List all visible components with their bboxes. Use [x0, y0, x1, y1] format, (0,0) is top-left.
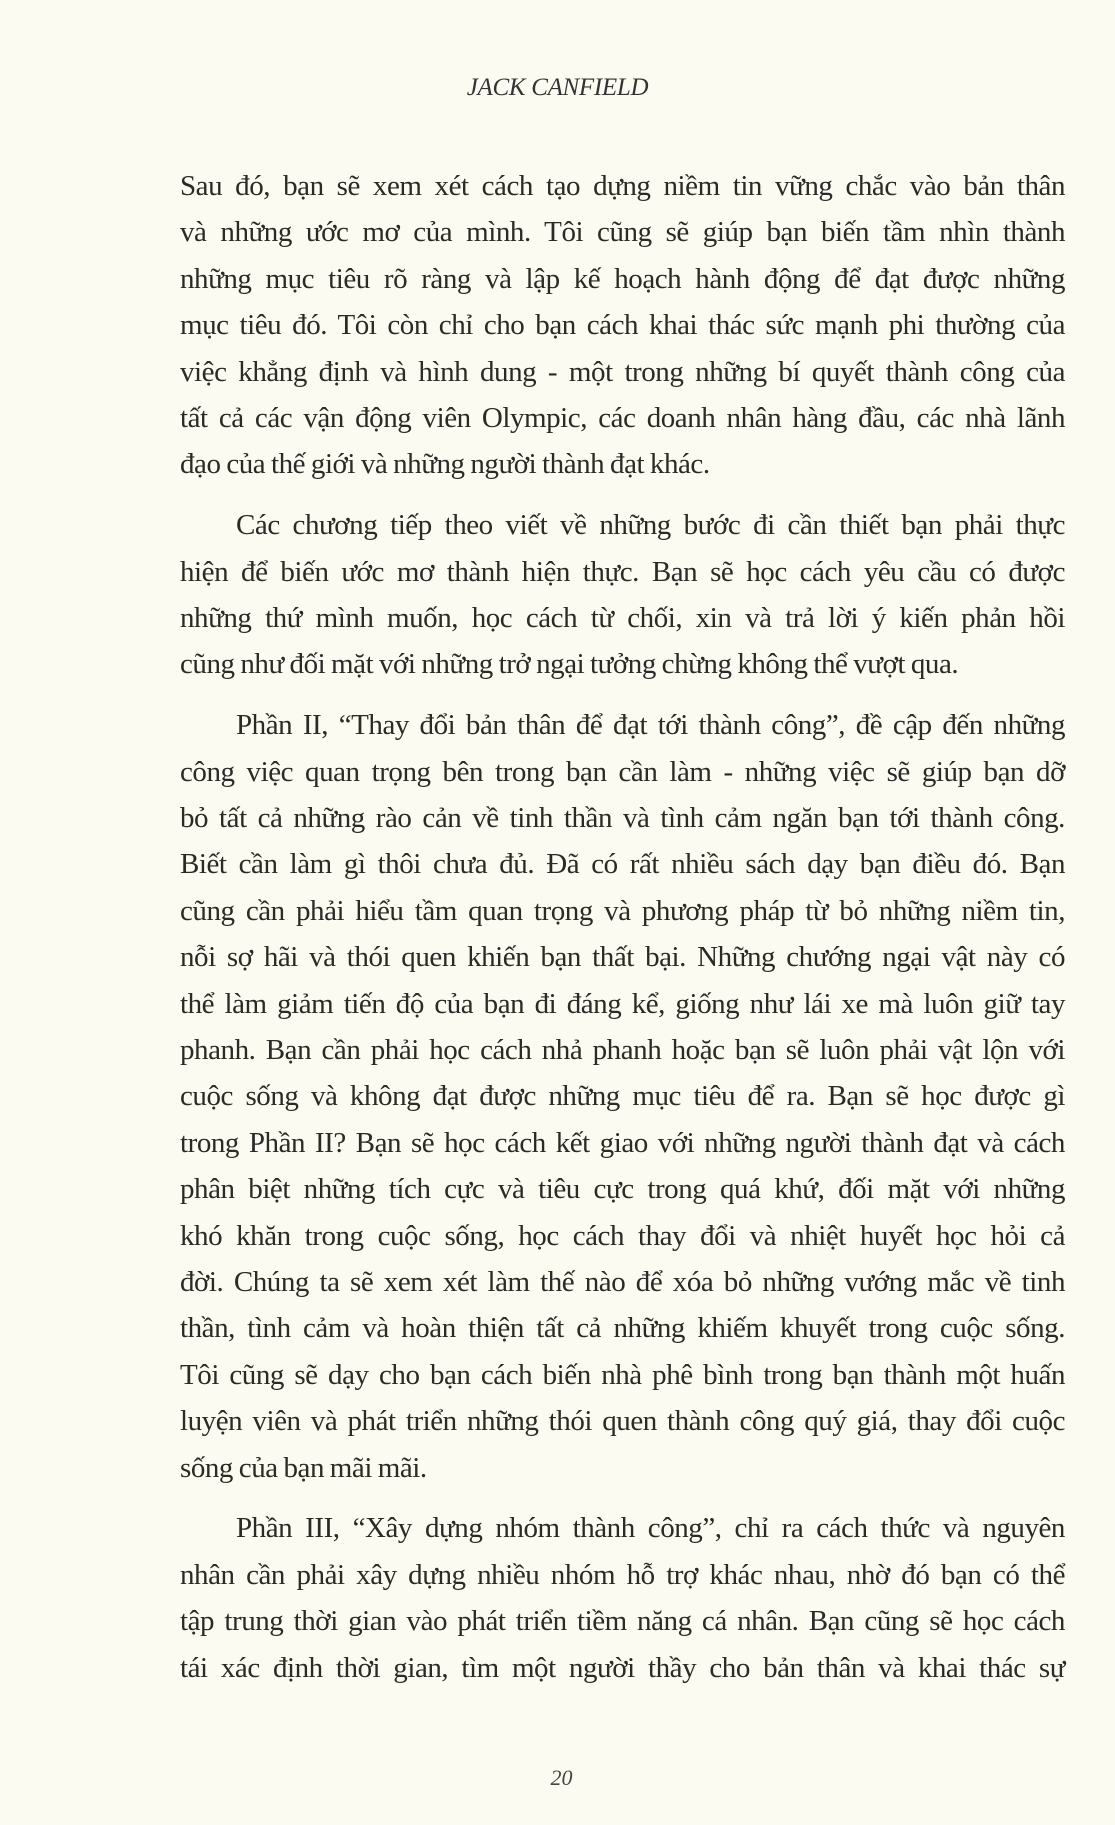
- text-line: phanh. Bạn cần phải học cách nhả phanh hoặc bạn sẽ luôn phải vật lộn với: [180, 1034, 1065, 1067]
- text-line: thể làm giảm tiến độ của bạn đi đáng kể, giống như lái xe mà luôn giữ tay: [180, 987, 1065, 1020]
- text-line: trong Phần II? Bạn sẽ học cách kết giao với những người thành đạt và cách: [180, 1126, 1065, 1159]
- text-line: bỏ tất cả những rào cản về tinh thần và tình cảm ngăn bạn tới thành công.: [180, 802, 1065, 835]
- text-line: những thứ mình muốn, học cách từ chối, xin và trả lời ý kiến phản hồi: [180, 602, 1065, 635]
- text-line: thần, tình cảm và hoàn thiện tất cả những khiếm khuyết trong cuộc sống.: [180, 1312, 1065, 1345]
- text-line: Phần II, “Thay đổi bản thân để đạt tới thành công”, đề cập đến những: [236, 709, 1065, 742]
- paragraph: [180, 1505, 1065, 1691]
- text-line: mục tiêu đó. Tôi còn chỉ cho bạn cách khai thác sức mạnh phi thường của: [180, 309, 1065, 342]
- text-line: đạo của thế giới và những người thành đạt khác.: [180, 448, 710, 481]
- text-line: sống của bạn mãi mãi.: [180, 1451, 427, 1484]
- text-line: tái xác định thời gian, tìm một người thầy cho bản thân và khai thác sự: [180, 1651, 1065, 1684]
- text-line: việc khẳng định và hình dung - một trong những bí quyết thành công của: [180, 355, 1065, 388]
- body-text: [180, 163, 1065, 1706]
- paragraph: [180, 702, 1065, 1491]
- text-line: nhân cần phải xây dựng nhiều nhóm hỗ trợ khác nhau, nhờ đó bạn có thể: [180, 1558, 1065, 1591]
- text-line: công việc quan trọng bên trong bạn cần làm - những việc sẽ giúp bạn dỡ: [180, 755, 1065, 788]
- paragraph: [180, 163, 1065, 488]
- text-line: khó khăn trong cuộc sống, học cách thay đổi và nhiệt huyết học hỏi cả: [180, 1219, 1065, 1252]
- text-line: Phần III, “Xây dựng nhóm thành công”, chỉ ra cách thức và nguyên: [236, 1512, 1065, 1545]
- text-line: nỗi sợ hãi và thói quen khiến bạn thất bại. Những chướng ngại vật này có: [180, 941, 1065, 974]
- text-line: phân biệt những tích cực và tiêu cực trong quá khứ, đối mặt với những: [180, 1173, 1065, 1206]
- text-line: hiện để biến ước mơ thành hiện thực. Bạn sẽ học cách yêu cầu có được: [180, 555, 1065, 588]
- page-number: 20: [550, 1765, 573, 1790]
- text-line: và những ước mơ của mình. Tôi cũng sẽ giúp bạn biến tầm nhìn thành: [180, 216, 1065, 249]
- text-line: tất cả các vận động viên Olympic, các doanh nhân hàng đầu, các nhà lãnh: [180, 401, 1065, 434]
- text-line: Biết cần làm gì thôi chưa đủ. Đã có rất nhiều sách dạy bạn điều đó. Bạn: [180, 848, 1065, 881]
- text-line: đời. Chúng ta sẽ xem xét làm thế nào để xóa bỏ những vướng mắc về tinh: [180, 1265, 1065, 1298]
- text-line: Các chương tiếp theo viết về những bước đi cần thiết bạn phải thực: [236, 509, 1065, 542]
- text-line: những mục tiêu rõ ràng và lập kế hoạch hành động để đạt được những: [180, 262, 1065, 295]
- text-line: luyện viên và phát triển những thói quen thành công quý giá, thay đổi cuộc: [180, 1405, 1065, 1438]
- text-line: Sau đó, bạn sẽ xem xét cách tạo dựng niềm tin vững chắc vào bản thân: [180, 170, 1065, 202]
- paragraph: [180, 502, 1065, 688]
- text-line: cuộc sống và không đạt được những mục tiêu để ra. Bạn sẽ học được gì: [180, 1080, 1065, 1113]
- running-header: JACK CANFIELD: [466, 74, 649, 101]
- text-line: cũng cần phải hiểu tầm quan trọng và phương pháp từ bỏ những niềm tin,: [180, 894, 1065, 927]
- text-line: Tôi cũng sẽ dạy cho bạn cách biến nhà phê bình trong bạn thành một huấn: [180, 1358, 1065, 1391]
- text-line: tập trung thời gian vào phát triển tiềm năng cá nhân. Bạn cũng sẽ học cách: [180, 1605, 1065, 1638]
- text-line: cũng như đối mặt với những trở ngại tưởng chừng không thể vượt qua.: [180, 648, 959, 681]
